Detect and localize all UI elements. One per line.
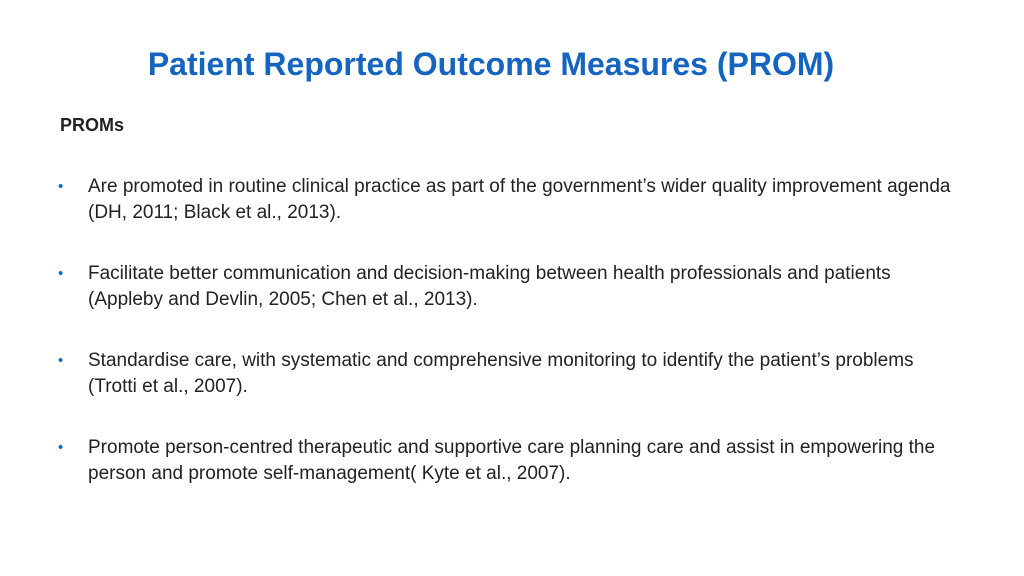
bullet-icon: • — [58, 352, 64, 369]
bullet-item — [58, 174, 958, 226]
bullet-icon: • — [58, 178, 64, 195]
bullet-text: Are promoted in routine clinical practice as part of the government’s wider quality improvement agenda (DH, 2011; Black et al., 2013). — [88, 176, 951, 223]
bullet-item — [58, 435, 958, 487]
bullet-item — [58, 261, 958, 313]
bullet-list — [58, 174, 958, 522]
bullet-icon: • — [58, 265, 64, 282]
bullet-text: Standardise care, with systematic and comprehensive monitoring to identify the patient’s problems (Trotti et al., 2007). — [88, 350, 914, 397]
bullet-text: Facilitate better communication and decision-making between health professionals and patients (Appleby and Devlin, 2005; Chen et al., 2013). — [88, 263, 891, 310]
slide-subtitle: PROMs — [60, 115, 125, 135]
bullet-icon: • — [58, 439, 64, 456]
slide-title: Patient Reported Outcome Measures (PROM) — [147, 46, 835, 82]
bullet-item — [58, 348, 958, 400]
bullet-text: Promote person-centred therapeutic and supportive care planning care and assist in empowering the person and promote self-management( Kyte et al., 2007). — [88, 437, 936, 484]
